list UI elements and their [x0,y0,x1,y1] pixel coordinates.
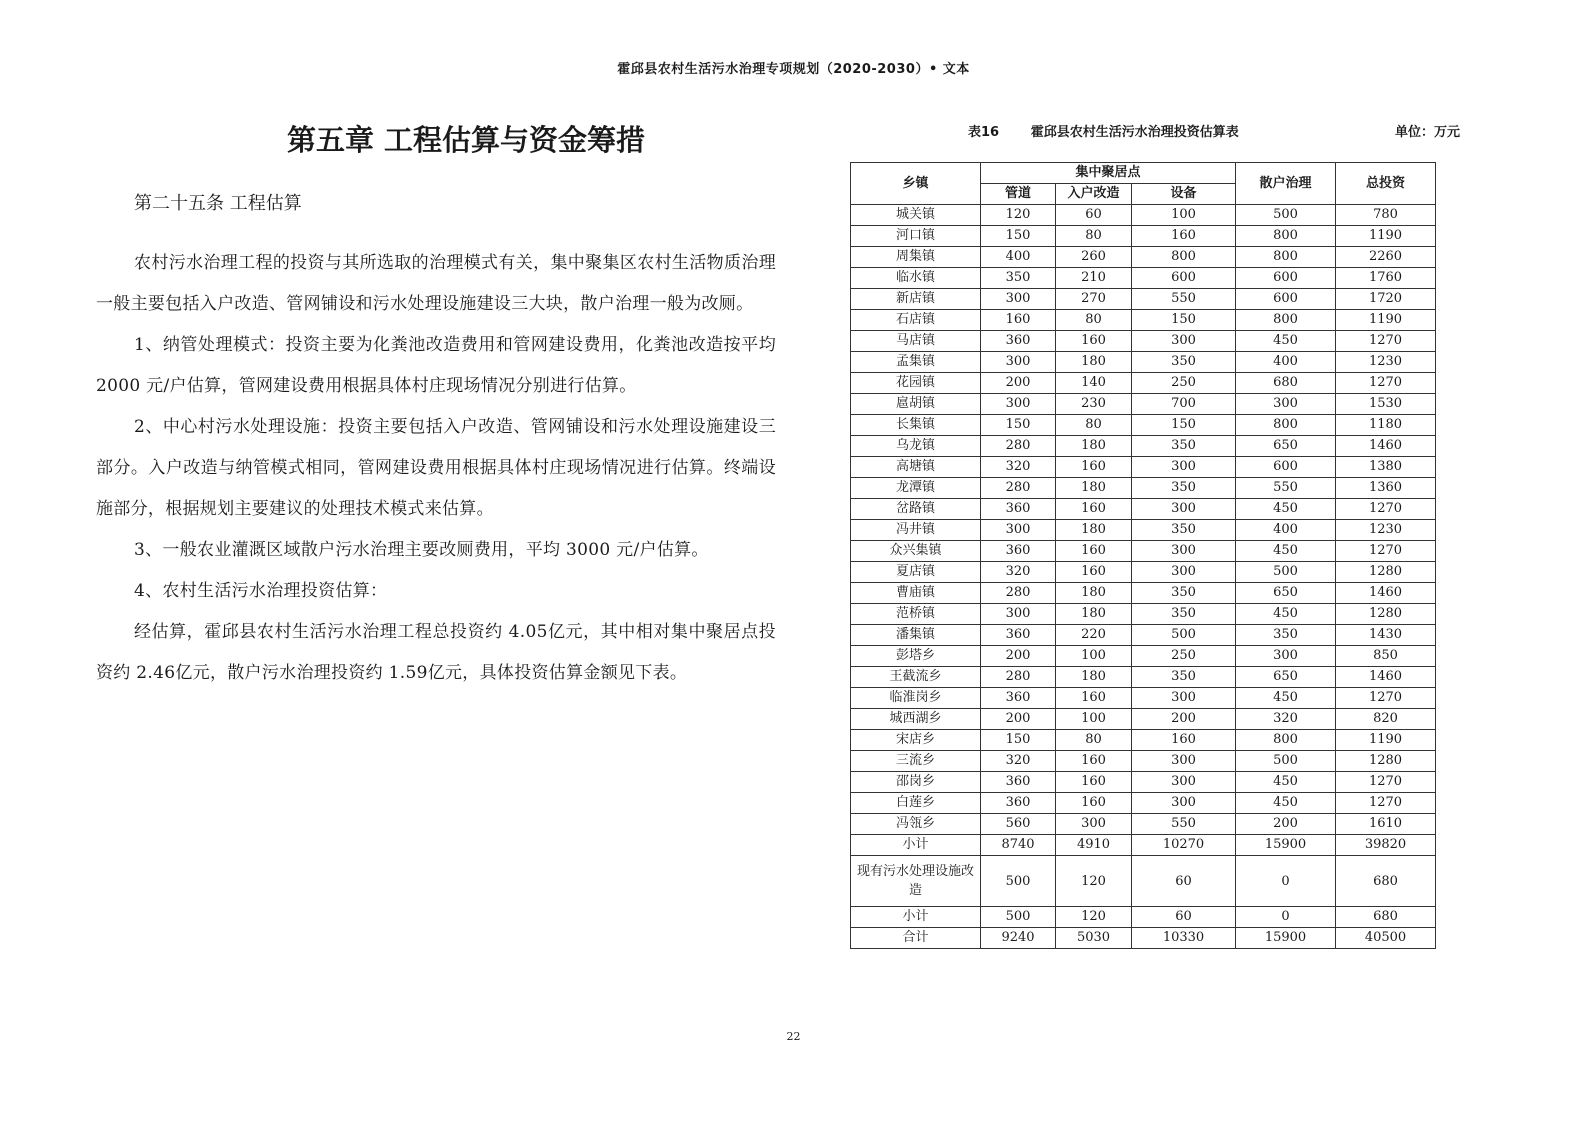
table-row [851,289,1436,310]
table-cell: 280 [981,478,1056,499]
table-cell: 600 [1132,268,1236,289]
row-label: 岔路镇 [851,499,981,520]
table-cell: 450 [1236,499,1336,520]
table-cell: 350 [1132,436,1236,457]
table-cell: 200 [981,373,1056,394]
table-caption-main [968,121,1239,140]
paragraph: 3、一般农业灌溉区域散户污水治理主要改厕费用，平均 3000 元/户估算。 [134,540,709,560]
table-cell: 1180 [1336,415,1436,436]
table-cell: 0 [1236,856,1336,907]
table-cell: 280 [981,583,1056,604]
table-cell: 140 [1056,373,1132,394]
table-cell: 15900 [1236,835,1336,856]
row-label: 小计 [851,907,981,928]
table-cell: 320 [1236,709,1336,730]
table-cell: 150 [981,415,1056,436]
table-cell: 500 [1236,205,1336,226]
row-label: 乌龙镇 [851,436,981,457]
table-row [851,520,1436,541]
table-row [851,352,1436,373]
row-label: 曹庙镇 [851,583,981,604]
table-cell: 300 [1132,541,1236,562]
table-cell: 160 [1132,730,1236,751]
table-cell: 150 [981,226,1056,247]
table-cell: 350 [1132,352,1236,373]
table-cell: 0 [1236,907,1336,928]
table-cell: 280 [981,667,1056,688]
table-cell: 180 [1056,352,1132,373]
table-cell: 680 [1236,373,1336,394]
table-row [851,436,1436,457]
table-cell: 600 [1236,457,1336,478]
table-cell: 300 [1132,688,1236,709]
table-cell: 500 [1132,625,1236,646]
table-cell: 400 [1236,352,1336,373]
table-row [851,226,1436,247]
table-cell: 550 [1132,289,1236,310]
table-cell: 300 [1132,751,1236,772]
table-cell: 160 [1056,688,1132,709]
table-cell: 350 [1132,478,1236,499]
row-label: 冯井镇 [851,520,981,541]
table-cell: 400 [1236,520,1336,541]
table-cell: 200 [1132,709,1236,730]
table-row [851,793,1436,814]
table-cell: 40500 [1336,928,1436,949]
row-label: 石店镇 [851,310,981,331]
table-cell: 220 [1056,625,1132,646]
header-pipe: 管道 [981,184,1056,205]
row-label: 宋店乡 [851,730,981,751]
row-label: 小计 [851,835,981,856]
table-cell: 1530 [1336,394,1436,415]
table-cell: 260 [1056,247,1132,268]
table-cell: 450 [1236,604,1336,625]
header-equipment: 设备 [1132,184,1236,205]
table-number: 表16 [968,125,1000,140]
row-label: 夏店镇 [851,562,981,583]
table-cell: 800 [1236,415,1336,436]
table-cell: 180 [1056,583,1132,604]
table-cell: 160 [1056,772,1132,793]
table-row [851,562,1436,583]
table-cell: 160 [1056,331,1132,352]
table-cell: 120 [1056,907,1132,928]
table-cell: 4910 [1056,835,1132,856]
table-cell: 200 [981,709,1056,730]
table-cell: 300 [981,604,1056,625]
chapter-title: 第五章 工程估算与资金筹措 [286,123,646,157]
table-cell: 60 [1132,856,1236,907]
table-cell: 150 [981,730,1056,751]
table-row [851,457,1436,478]
table-cell: 5030 [1056,928,1132,949]
header-group: 集中聚居点 [981,163,1236,184]
table-row [851,415,1436,436]
table-cell: 300 [1132,331,1236,352]
table-cell: 360 [981,541,1056,562]
table-cell: 360 [981,499,1056,520]
table-cell: 1460 [1336,436,1436,457]
table-cell: 80 [1056,226,1132,247]
table-cell: 1360 [1336,478,1436,499]
row-label: 长集镇 [851,415,981,436]
table-cell: 120 [1056,856,1132,907]
table-cell: 200 [981,646,1056,667]
running-header: 霍邱县农村生活污水治理专项规划（2020-2030）• 文本 [617,62,970,77]
table-cell: 300 [1132,793,1236,814]
table-row [851,667,1436,688]
table-cell: 1460 [1336,667,1436,688]
table-cell: 350 [1132,520,1236,541]
table-cell: 180 [1056,667,1132,688]
row-label: 孟集镇 [851,352,981,373]
table-cell: 680 [1336,856,1436,907]
paragraph: 经估算，霍邱县农村生活污水治理工程总投资约 4.05亿元，其中相对集中聚居点投资约 2.46亿元，散户污水治理投资约 1.59亿元，具体投资估算金额见下表。 [96,622,776,683]
table-row [851,394,1436,415]
right-column [850,118,1470,949]
table-cell: 100 [1132,205,1236,226]
page-number: 22 [786,1030,801,1043]
table-cell: 450 [1236,793,1336,814]
table-cell: 270 [1056,289,1132,310]
grand-total-row [851,928,1436,949]
table-cell: 450 [1236,772,1336,793]
table-cell: 8740 [981,835,1056,856]
table-cell: 700 [1132,394,1236,415]
row-label: 彭塔乡 [851,646,981,667]
table-cell: 1270 [1336,793,1436,814]
table-cell: 1720 [1336,289,1436,310]
table-header-row [851,163,1436,184]
table-row [851,730,1436,751]
table-cell: 650 [1236,667,1336,688]
table-cell: 1760 [1336,268,1436,289]
row-label: 新店镇 [851,289,981,310]
row-label: 冯瓴乡 [851,814,981,835]
table-cell: 320 [981,751,1056,772]
table-cell: 300 [981,352,1056,373]
table-cell: 550 [1132,814,1236,835]
paragraph: 4、农村生活污水治理投资估算： [134,581,388,601]
table-cell: 1270 [1336,772,1436,793]
header-scattered: 散户治理 [1236,163,1336,205]
table-cell: 820 [1336,709,1436,730]
table-cell: 500 [981,856,1056,907]
table-unit: 单位：万元 [1394,125,1460,140]
row-label: 合计 [851,928,981,949]
table-cell: 780 [1336,205,1436,226]
table-cell: 80 [1056,730,1132,751]
row-label: 三流乡 [851,751,981,772]
table-cell: 100 [1056,646,1132,667]
table-cell: 800 [1236,247,1336,268]
table-cell: 650 [1236,436,1336,457]
table-cell: 180 [1056,604,1132,625]
table-cell: 350 [1132,583,1236,604]
table-cell: 1270 [1336,499,1436,520]
table-cell: 300 [1236,394,1336,415]
table-cell: 160 [1056,751,1132,772]
row-label: 现有污水处理设施改造 [851,856,981,907]
table-cell: 300 [981,394,1056,415]
table-cell: 1280 [1336,562,1436,583]
row-label: 白莲乡 [851,793,981,814]
left-column [96,118,776,694]
table-row [851,331,1436,352]
table-cell: 1190 [1336,730,1436,751]
table-cell: 150 [1132,415,1236,436]
table-row [851,499,1436,520]
row-label: 河口镇 [851,226,981,247]
row-label: 众兴集镇 [851,541,981,562]
table-row [851,478,1436,499]
table-cell: 680 [1336,907,1436,928]
table-cell: 300 [1132,457,1236,478]
table-cell: 300 [981,289,1056,310]
table-row [851,751,1436,772]
table-cell: 1380 [1336,457,1436,478]
table-cell: 160 [1056,562,1132,583]
table-cell: 250 [1132,373,1236,394]
table-title: 霍邱县农村生活污水治理投资估算表 [1030,125,1239,140]
table-row [851,247,1436,268]
table-row [851,646,1436,667]
table-cell: 1190 [1336,226,1436,247]
table-cell: 350 [1236,625,1336,646]
table-cell: 1230 [1336,520,1436,541]
table-row [851,772,1436,793]
table-cell: 560 [981,814,1056,835]
table-cell: 350 [1132,667,1236,688]
table-cell: 600 [1236,289,1336,310]
table-cell: 160 [1056,457,1132,478]
table-cell: 9240 [981,928,1056,949]
table-row [851,541,1436,562]
table-cell: 360 [981,793,1056,814]
table-cell: 800 [1236,730,1336,751]
table-cell: 360 [981,688,1056,709]
existing-facility-row [851,856,1436,907]
table-row [851,310,1436,331]
table-cell: 210 [1056,268,1132,289]
table-cell: 800 [1236,310,1336,331]
table-cell: 10270 [1132,835,1236,856]
row-label: 范桥镇 [851,604,981,625]
row-label: 邵岗乡 [851,772,981,793]
table-cell: 230 [1056,394,1132,415]
paragraph: 2、中心村污水处理设施：投资主要包括入户改造、管网铺设和污水处理设施建设三部分。入户改造与纳管模式相同，管网建设费用根据具体村庄现场情况进行估算。终端设施部分，根据规划主要建议的处理技术模式来估算。 [96,417,776,519]
table-cell: 300 [1132,772,1236,793]
subtotal-row [851,835,1436,856]
table-cell: 100 [1056,709,1132,730]
table-cell: 500 [1236,562,1336,583]
table-cell: 180 [1056,436,1132,457]
table-cell: 160 [1056,541,1132,562]
table-cell: 1430 [1336,625,1436,646]
table-body [851,205,1436,949]
table-cell: 360 [981,772,1056,793]
table-row [851,688,1436,709]
table-cell: 1270 [1336,688,1436,709]
table-cell: 200 [1236,814,1336,835]
table-cell: 180 [1056,520,1132,541]
row-label: 潘集镇 [851,625,981,646]
table-cell: 300 [1236,646,1336,667]
table-cell: 10330 [1132,928,1236,949]
table-row [851,373,1436,394]
table-row [851,814,1436,835]
row-label: 高塘镇 [851,457,981,478]
table-cell: 1270 [1336,541,1436,562]
table-cell: 600 [1236,268,1336,289]
investment-table [850,162,1436,949]
table-cell: 400 [981,247,1056,268]
table-cell: 1280 [1336,751,1436,772]
paragraph: 1、纳管处理模式：投资主要为化粪池改造费用和管网建设费用，化粪池改造按平均 2000 元/户估算，管网建设费用根据具体村庄现场情况分别进行估算。 [96,335,776,396]
table-cell: 80 [1056,415,1132,436]
row-label: 龙潭镇 [851,478,981,499]
header-township: 乡镇 [851,163,981,205]
table-cell: 2260 [1336,247,1436,268]
row-label: 临淮岗乡 [851,688,981,709]
table-cell: 320 [981,457,1056,478]
table-cell: 15900 [1236,928,1336,949]
table-cell: 1230 [1336,352,1436,373]
table-cell: 160 [1056,793,1132,814]
table-cell: 160 [981,310,1056,331]
table-cell: 160 [1132,226,1236,247]
table-cell: 1270 [1336,373,1436,394]
table-cell: 80 [1056,310,1132,331]
table-row [851,604,1436,625]
table-cell: 650 [1236,583,1336,604]
table-cell: 320 [981,562,1056,583]
table-row [851,625,1436,646]
header-household: 入户改造 [1056,184,1132,205]
table-cell: 850 [1336,646,1436,667]
table-cell: 60 [1132,907,1236,928]
table-row [851,268,1436,289]
table-cell: 500 [1236,751,1336,772]
row-label: 城西湖乡 [851,709,981,730]
table-cell: 450 [1236,688,1336,709]
table-cell: 300 [981,520,1056,541]
table-cell: 120 [981,205,1056,226]
table-cell: 280 [981,436,1056,457]
table-cell: 1270 [1336,331,1436,352]
row-label: 临水镇 [851,268,981,289]
table-cell: 1610 [1336,814,1436,835]
table-cell: 500 [981,907,1056,928]
table-row [851,583,1436,604]
row-label: 城关镇 [851,205,981,226]
table-cell: 39820 [1336,835,1436,856]
table-cell: 1460 [1336,583,1436,604]
table-cell: 550 [1236,478,1336,499]
table-cell: 1280 [1336,604,1436,625]
table-cell: 250 [1132,646,1236,667]
table-row [851,205,1436,226]
row-label: 周集镇 [851,247,981,268]
table-cell: 450 [1236,331,1336,352]
article-title: 第二十五条 工程估算 [134,193,302,214]
table-cell: 300 [1056,814,1132,835]
row-label: 花园镇 [851,373,981,394]
row-label: 王截流乡 [851,667,981,688]
table-cell: 450 [1236,541,1336,562]
table-cell: 360 [981,625,1056,646]
table-cell: 150 [1132,310,1236,331]
table-cell: 350 [1132,604,1236,625]
table-cell: 1190 [1336,310,1436,331]
row-label: 扈胡镇 [851,394,981,415]
table-cell: 350 [981,268,1056,289]
table-row [851,709,1436,730]
table-cell: 800 [1236,226,1336,247]
table-cell: 360 [981,331,1056,352]
table-cell: 180 [1056,478,1132,499]
header-total: 总投资 [1336,163,1436,205]
table-cell: 160 [1056,499,1132,520]
table-cell: 300 [1132,499,1236,520]
table-cell: 60 [1056,205,1132,226]
table-cell: 800 [1132,247,1236,268]
paragraph: 农村污水治理工程的投资与其所选取的治理模式有关，集中聚集区农村生活物质治理一般主要包括入户改造、管网铺设和污水处理设施建设三大块，散户治理一般为改厕。 [96,253,776,314]
table-cell: 300 [1132,562,1236,583]
subtotal-row [851,907,1436,928]
body-text [96,243,776,694]
row-label: 马店镇 [851,331,981,352]
table-caption [850,118,1470,142]
